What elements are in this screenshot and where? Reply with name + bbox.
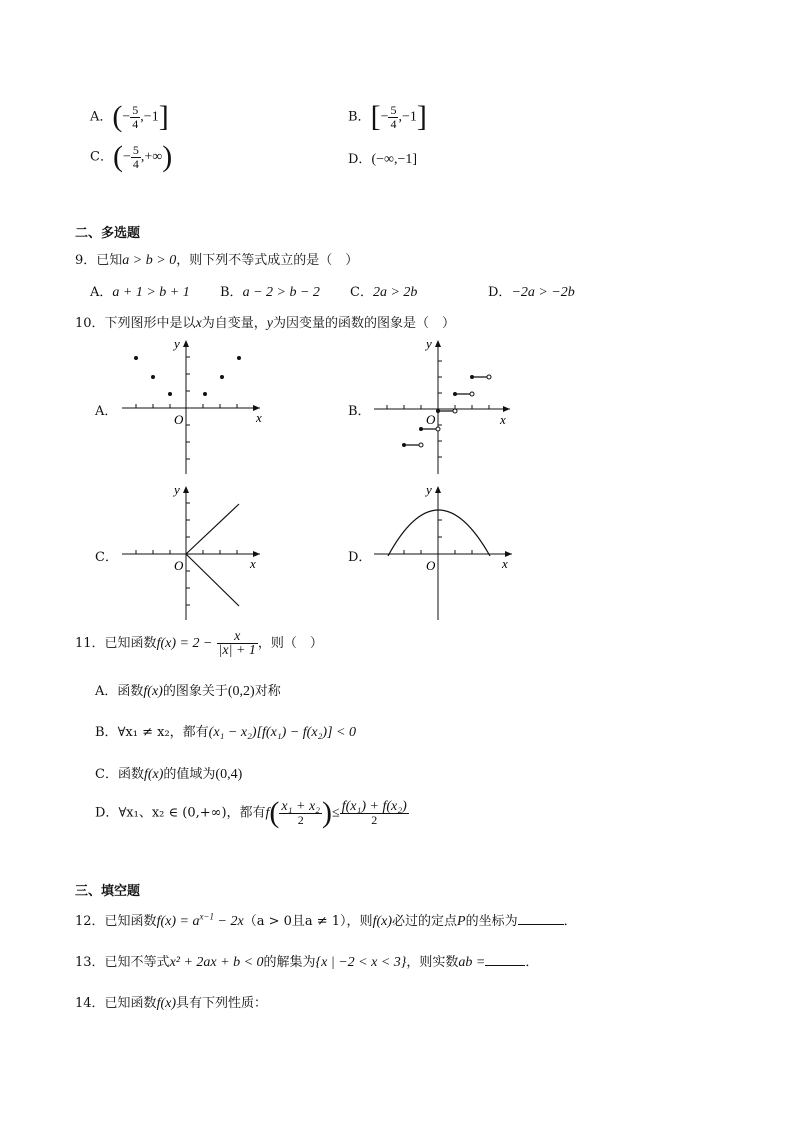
q10-label-b: B． <box>348 404 371 419</box>
q10-graph-b <box>370 336 520 478</box>
axis-x-label: x <box>256 410 262 425</box>
q9-option-d: D．−2a > −2b <box>488 285 575 300</box>
q8-option-b: B．[− $\frac{5}{4}$ ,−1] <box>348 100 427 133</box>
q12-stem: 12．已知函数$f(x) = a^{x-1} - 2x(a > 0$且a ≠ 1），则f(x)必过的定点P的坐标为 ． <box>75 911 577 929</box>
svg-text:y: y <box>426 336 432 351</box>
q13-answer-blank[interactable] <box>485 953 525 966</box>
section-title-multiple-choice: 二、多选题 <box>75 226 141 241</box>
section-title-fill-in: 三、填空题 <box>75 884 141 899</box>
q10-label-a: A． <box>95 404 118 419</box>
svg-text:O: O <box>426 412 436 427</box>
svg-text:O: O <box>174 558 184 573</box>
svg-text:y: y <box>174 482 180 497</box>
q11-option-b: B．∀x₁ ≠ x₂，都有(x₁ − x₂)[f(x₁) − f(x₂)] < 0 <box>95 725 356 740</box>
q9-option-b: B．a − 2 > b − 2 <box>220 285 320 300</box>
q11-option-d: D．∀x₁、x₂ ∈ (0,+∞)，都有f( $\frac{\text{x₁ + x₂}}{2}$ )≤ $\frac{\text{f(x₁) + f(x₂)}}{2}$ <box>95 796 407 829</box>
q10-label-c: C． <box>95 550 118 565</box>
q12-answer-blank[interactable] <box>518 912 564 925</box>
q9-option-a: A．a + 1 > b + 1 <box>90 285 190 300</box>
q10-graph-a <box>118 336 268 478</box>
q8-option-c: C．(− $\frac{5}{4}$ ,+∞) <box>90 140 173 173</box>
axis-origin-label: O <box>174 412 184 427</box>
q10-stem: 10．下列图形中是以x为自变量，y为因变量的函数的图象是（ ） <box>75 316 456 331</box>
q11-stem: 11．已知函数f(x) = 2 − $\frac{x}{|x| + 1}$ ，则（ ） <box>75 629 323 658</box>
q11-option-a: A．函数f(x)的图象关于(0,2)对称 <box>95 684 281 699</box>
svg-text:x: x <box>502 556 508 571</box>
q11-option-c: C．函数f(x)的值域为(0,4) <box>95 767 243 782</box>
q9-option-c: C．2a > 2b <box>350 285 418 300</box>
q14-stem: 14．已知函数f(x)具有下列性质： <box>75 996 268 1011</box>
svg-text:x: x <box>250 556 256 571</box>
q9-stem: 9．已知a > b > 0，则下列不等式成立的是（ ） <box>75 253 359 268</box>
q8-option-a: A．(− $\frac{5}{4}$ ,−1] <box>90 100 169 133</box>
svg-text:x: x <box>500 412 506 427</box>
svg-text:O: O <box>426 558 436 573</box>
q13-stem: 13．已知不等式x² + 2ax + b < 0的解集为{x | −2 < x < 3}，则实数ab = ． <box>75 955 539 970</box>
q8-option-d: D．(−∞,−1] <box>348 152 418 167</box>
q10-graph-c <box>118 482 268 624</box>
svg-text:y: y <box>426 482 432 497</box>
axis-y-label: y <box>174 336 180 351</box>
q10-label-d: D． <box>348 550 372 565</box>
q10-graph-d <box>370 482 520 624</box>
